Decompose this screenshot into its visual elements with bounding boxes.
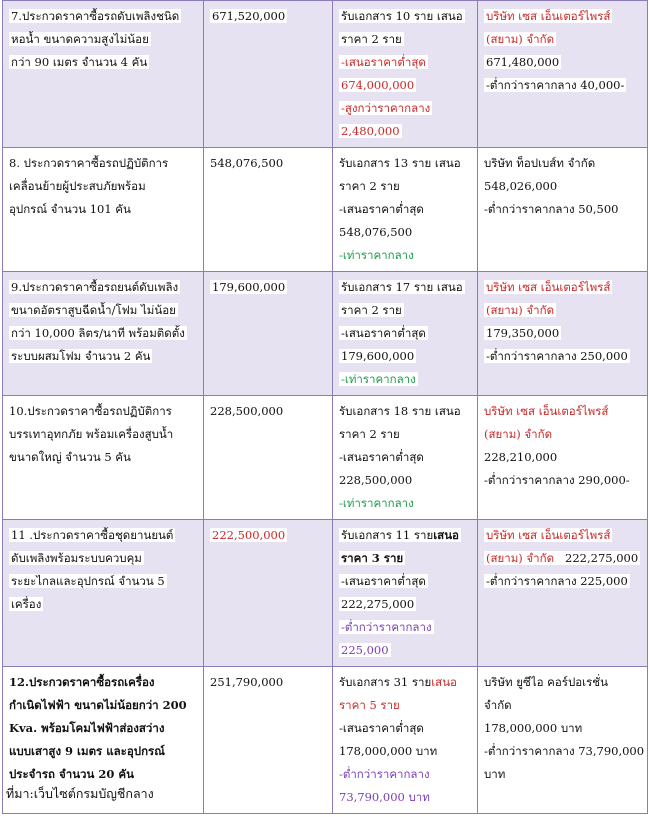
item-line: ขนาดอัตราสูบฉีดน้ำ/โฟม ไม่น้อย [11, 303, 176, 317]
item-cell [3, 396, 204, 520]
winner-name: (สยาม) จำกัด [486, 551, 555, 565]
budget-value: 228,500,000 [210, 404, 284, 418]
item-line: เคลื่อนย้ายผู้ประสบภัยพร้อม [9, 179, 146, 193]
item-line: กำเนิดไฟฟ้า ขนาดไม่น้อยกว่า 200 [9, 698, 187, 712]
item-line: กว่า 10,000 ลิตร/นาที พร้อมติดตั้ง [11, 326, 185, 340]
bid-note: -เท่าราคากลาง [339, 248, 414, 262]
budget-cell [204, 1, 333, 148]
table-row [3, 272, 648, 396]
bid-note: -สูงกว่าราคากลาง [341, 101, 431, 115]
winner-name: บริษัท เซส เอ็นเตอร์ไพรส์ [486, 9, 611, 23]
item-line: ขนาดใหญ่ จำนวน 5 คัน [9, 450, 131, 464]
item-line: 8. ประกวดราคาซื้อรถปฏิบัติการ [9, 156, 169, 170]
bids-line: -เสนอราคาต่ำสุด [339, 450, 424, 464]
bids-cell [333, 396, 478, 520]
item-line: อุปกรณ์ จำนวน 101 คัน [9, 202, 131, 216]
bid-note: -เท่าราคากลาง [339, 496, 414, 510]
bids-line: -เสนอราคาต่ำสุด [339, 721, 424, 735]
bids-line: 548,076,500 [339, 225, 413, 239]
bids-cell [333, 1, 478, 148]
item-line: เครื่อง [11, 597, 42, 611]
winner-detail: -ต่ำกว่าราคากลาง 225,000 [486, 574, 628, 588]
bids-line: -เสนอราคาต่ำสุด [341, 326, 426, 340]
winner-name: (สยาม) จำกัด [484, 427, 553, 441]
item-cell [3, 272, 204, 396]
winner-cell [478, 272, 648, 396]
bids-line: ราคา 2 ราย [341, 32, 402, 46]
budget-cell [204, 667, 333, 814]
item-line: 9.ประกวดราคาซื้อรถยนต์ดับเพลิง [11, 280, 179, 294]
bids-line: รับเอกสาร 13 ราย เสนอ [339, 156, 461, 170]
budget-value: 222,500,000 [212, 528, 286, 542]
bids-line: -เสนอราคาต่ำสุด [341, 574, 426, 588]
winner-cell [478, 520, 648, 667]
source-note: ที่มา:เว็บไซต์กรมบัญชีกลาง [6, 786, 154, 801]
item-cell [3, 1, 204, 148]
budget-cell [204, 520, 333, 667]
bids-line-red: เสนอ [431, 675, 457, 689]
bid-note: 674,000,000 [341, 78, 415, 92]
budget-cell [204, 148, 333, 272]
winner-detail: -ต่ำกว่าราคากลาง 250,000 [486, 349, 628, 363]
bids-line: -เสนอราคาต่ำสุด [339, 202, 424, 216]
bids-line: ราคา 5 ราย [339, 698, 400, 712]
bids-line: รับเอกสาร 10 ราย เสนอ [341, 9, 463, 23]
bid-note: -เสนอราคาต่ำสุด [341, 55, 426, 69]
table-row [3, 1, 648, 148]
bid-note: 73,790,000 บาท [339, 790, 430, 804]
bids-line: รับเอกสาร 11 ราย [341, 528, 434, 542]
winner-name: (สยาม) จำกัด [486, 303, 555, 317]
bids-line: ราคา 3 ราย [341, 551, 404, 565]
bids-line: รับเอกสาร 18 ราย เสนอ [339, 404, 461, 418]
bids-line: ราคา 2 ราย [339, 427, 400, 441]
item-line: Kva. พร้อมโคมไฟฟ้าส่องสว่าง [9, 721, 165, 735]
bids-line: 178,000,000 บาท [339, 744, 438, 758]
budget-cell [204, 396, 333, 520]
item-line: 12.ประกวดราคาซื้อรถเครื่อง [9, 675, 155, 689]
budget-value: 179,600,000 [212, 280, 286, 294]
bid-note: -ต่ำกว่าราคากลาง [341, 620, 432, 634]
item-cell [3, 520, 204, 667]
item-line: ประจำรถ จำนวน 20 คัน [9, 767, 134, 781]
budget-value: 548,076,500 [210, 156, 284, 170]
table-row [3, 520, 648, 667]
winner-detail: 671,480,000 [486, 55, 560, 69]
bids-line: รับเอกสาร 17 ราย เสนอ [341, 280, 463, 294]
winner-detail: -ต่ำกว่าราคากลาง 73,790,000 [484, 744, 645, 758]
winner-detail: -ต่ำกว่าราคากลาง 40,000- [486, 78, 625, 92]
bid-note: 225,000 [341, 643, 389, 657]
item-line: 10.ประกวดราคาซื้อรถปฏิบัติการ [9, 404, 172, 418]
bids-line: ราคา 2 ราย [339, 179, 400, 193]
winner-name: บริษัท เซส เอ็นเตอร์ไพรส์ [486, 280, 611, 294]
item-line: ระยะไกลและอุปกรณ์ จำนวน 5 [11, 574, 165, 588]
item-line: ระบบผสมโฟม จำนวน 2 คัน [11, 349, 151, 363]
bids-cell [333, 667, 478, 814]
winner-detail: บาท [484, 767, 506, 781]
item-line: 7.ประกวดราคาซื้อรถดับเพลิงชนิด [11, 9, 180, 23]
winner-amount: 222,275,000 [565, 551, 639, 565]
table-row [3, 396, 648, 520]
budget-value: 671,520,000 [212, 9, 286, 23]
item-line: แบบเสาสูง 9 เมตร และอุปกรณ์ [9, 744, 165, 758]
bids-line: ราคา 2 ราย [341, 303, 402, 317]
winner-name: บริษัท เซส เอ็นเตอร์ไพรส์ [486, 528, 611, 542]
bids-cell [333, 272, 478, 396]
item-line: หอน้ำ ขนาดความสูงไม่น้อย [11, 32, 149, 46]
table-row [3, 148, 648, 272]
bids-line: 222,275,000 [341, 597, 415, 611]
winner-cell [478, 148, 648, 272]
bids-line: 228,500,000 [339, 473, 413, 487]
winner-detail: -ต่ำกว่าราคากลาง 290,000- [484, 473, 630, 487]
winner-name: บริษัท เซส เอ็นเตอร์ไพรส์ [484, 404, 609, 418]
bid-note: -เท่าราคากลาง [341, 372, 416, 386]
winner-detail: 228,210,000 [484, 450, 558, 464]
winner-detail: -ต่ำกว่าราคากลาง 50,500 [484, 202, 619, 216]
procurement-table [2, 0, 648, 814]
bids-line: 179,600,000 [341, 349, 415, 363]
winner-cell [478, 396, 648, 520]
winner-name: จำกัด [484, 698, 512, 712]
winner-name: บริษัท ท็อปเบส์ท จำกัด [484, 156, 596, 170]
winner-detail: 548,026,000 [484, 179, 558, 193]
bids-cell [333, 148, 478, 272]
winner-cell [478, 1, 648, 148]
bids-line: รับเอกสาร 31 ราย [339, 675, 432, 689]
winner-name: บริษัท ยูซีไอ คอร์ปอเรชั่น [484, 675, 608, 689]
budget-cell [204, 272, 333, 396]
winner-cell [478, 667, 648, 814]
bid-note: -ต่ำกว่าราคากลาง [339, 767, 430, 781]
item-line: กว่า 90 เมตร จำนวน 4 คัน [11, 55, 148, 69]
winner-detail: 179,350,000 [486, 326, 560, 340]
bids-line-bold: เสนอ [433, 528, 459, 542]
item-cell [3, 148, 204, 272]
winner-detail: 178,000,000 บาท [484, 721, 583, 735]
winner-name: (สยาม) จำกัด [486, 32, 555, 46]
bids-cell [333, 520, 478, 667]
bid-note: 2,480,000 [341, 124, 400, 138]
item-line: ดับเพลิงพร้อมระบบควบคุม [11, 551, 142, 565]
budget-value: 251,790,000 [210, 675, 284, 689]
item-line: 11 .ประกวดราคาซื้อชุดยานยนต์ [11, 528, 174, 542]
item-line: บรรเทาอุทกภัย พร้อมเครื่องสูบน้ำ [9, 427, 174, 441]
